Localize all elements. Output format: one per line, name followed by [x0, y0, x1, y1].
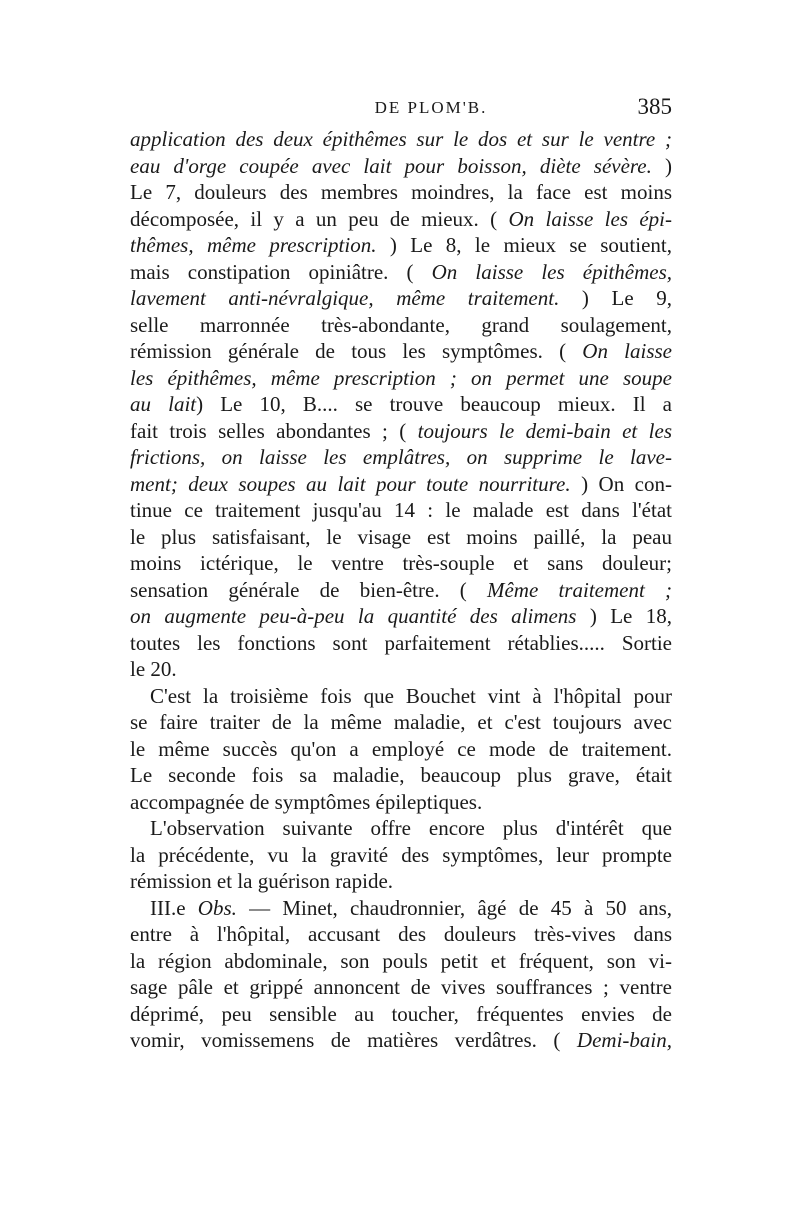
text-run: selle marronnée très-abondante, grand soulagement, — [130, 312, 672, 337]
text-run: la région abdominale, son pouls petit et fréquent, son vi- — [130, 948, 672, 973]
text-line — [130, 974, 672, 1001]
text-run: C'est la troisième fois que Bouchet vint à l'hôpital pour — [150, 683, 672, 708]
page-header — [130, 94, 672, 128]
italic-text: on augmente peu-à-peu la quantité des alimens — [130, 604, 577, 628]
text-run: Le seconde fois sa maladie, beaucoup plus grave, était — [130, 763, 672, 787]
running-head: DE PLOM'B. — [374, 98, 488, 117]
text-run: toutes les fonctions sont parfaitement rétablies..... Sortie — [130, 630, 672, 655]
text-line — [130, 577, 672, 604]
text-run: rémission générale de tous les symptômes. ( — [130, 339, 583, 363]
text-run: — Minet, chaudronnier, âgé de 45 à 50 ans, — [236, 895, 672, 920]
italic-text: frictions, on laisse les emplâtres, on supprime le lave- — [130, 445, 672, 469]
text-line — [130, 259, 672, 286]
italic-text: On laisse les épi- — [508, 206, 672, 231]
italic-text: toujours le demi-bain et les — [417, 418, 672, 443]
text-run: ) Le 8, le mieux se soutient, — [376, 233, 672, 257]
italic-text: thêmes, même prescription. — [130, 233, 377, 257]
text-run: ) — [651, 153, 672, 178]
text-run: III.e — [150, 895, 198, 920]
text-line — [130, 232, 672, 259]
text-run: le même succès qu'on a employé ce mode de traitement. — [130, 736, 672, 761]
text-run: ) Le 18, — [576, 604, 672, 628]
text-run: ) Le 10, B.... se trouve beaucoup mieux. Il a — [196, 392, 672, 416]
text-line — [130, 179, 672, 206]
text-line — [130, 1027, 672, 1054]
text-run: déprimé, peu sensible au toucher, fréquentes envies de — [130, 1001, 672, 1026]
text-line — [130, 312, 672, 339]
text-run: accompagnée de symptômes épileptiques. — [130, 789, 483, 814]
italic-text: les épithêmes, même prescription ; on permet une soupe — [130, 365, 672, 390]
text-line — [130, 153, 672, 180]
text-run: entre à l'hôpital, accusant des douleurs très-vives dans — [130, 922, 672, 946]
text-line — [130, 656, 672, 683]
text-run: rémission et la guérison rapide. — [130, 869, 394, 893]
text-line — [130, 630, 672, 657]
italic-text: On laisse — [582, 339, 672, 363]
italic-text: Même traitement ; — [486, 577, 672, 602]
text-run: vomir, vomissemens de matières verdâtres. ( — [130, 1028, 577, 1052]
text-run: décomposée, il y a un peu de mieux. ( — [130, 206, 509, 231]
text-line — [130, 365, 672, 392]
page-number: 385 — [637, 94, 672, 119]
text-line — [130, 524, 672, 551]
text-line — [130, 948, 672, 975]
italic-text: application des deux épithêmes sur le dos et sur le ventre ; — [130, 127, 672, 151]
text-line — [130, 815, 672, 842]
text-line — [130, 126, 672, 153]
text-run: mais constipation opiniâtre. ( — [130, 259, 432, 284]
text-run: se faire traiter de la même maladie, et c'est toujours avec — [130, 710, 672, 734]
text-line — [130, 550, 672, 577]
text-line — [130, 895, 672, 922]
text-run: fait trois selles abondantes ; ( — [130, 418, 418, 443]
italic-text: lavement anti-névralgique, même traitement. — [130, 286, 560, 310]
text-line — [130, 497, 672, 524]
text-line — [130, 471, 672, 498]
text-line — [130, 418, 672, 445]
text-line — [130, 338, 672, 365]
text-line — [130, 842, 672, 869]
text-line — [130, 206, 672, 233]
italic-text: eau d'orge coupée avec lait pour boisson, diète sévère. — [130, 153, 652, 178]
text-line — [130, 762, 672, 789]
text-line — [130, 868, 672, 895]
italic-text: au lait — [130, 392, 197, 416]
text-run: le 20. — [130, 657, 177, 681]
text-run: sage pâle et grippé annoncent de vives souffrances ; ventre — [130, 975, 672, 999]
text-run: ) On con- — [570, 471, 672, 496]
italic-text: Obs. — [197, 895, 237, 920]
text-run: tinue ce traitement jusqu'au 14 : le malade est dans l'état — [130, 498, 672, 522]
text-line — [130, 709, 672, 736]
text-run: sensation générale de bien-être. ( — [130, 577, 487, 602]
text-line — [130, 391, 672, 418]
text-run: moins ictérique, le ventre très-souple et sans douleur; — [130, 551, 672, 575]
text-run: ) Le 9, — [559, 286, 672, 310]
italic-text: ment; deux soupes au lait pour toute nourriture. — [130, 471, 571, 496]
text-run: L'observation suivante offre encore plus d'intérêt que — [150, 816, 672, 840]
text-run: le plus satisfaisant, le visage est moins paillé, la peau — [130, 524, 672, 549]
text-line — [130, 789, 672, 816]
text-line — [130, 603, 672, 630]
text-run: Le 7, douleurs des membres moindres, la face est moins — [130, 180, 672, 204]
italic-text: On laisse les épithêmes, — [431, 259, 672, 284]
text-line — [130, 683, 672, 710]
text-line — [130, 285, 672, 312]
text-line — [130, 1001, 672, 1028]
text-line — [130, 444, 672, 471]
italic-text: Demi-bain, — [576, 1028, 672, 1052]
text-line — [130, 736, 672, 763]
text-run: la précédente, vu la gravité des symptômes, leur prompte — [130, 842, 672, 867]
body-text — [130, 126, 672, 1054]
text-line — [130, 921, 672, 948]
